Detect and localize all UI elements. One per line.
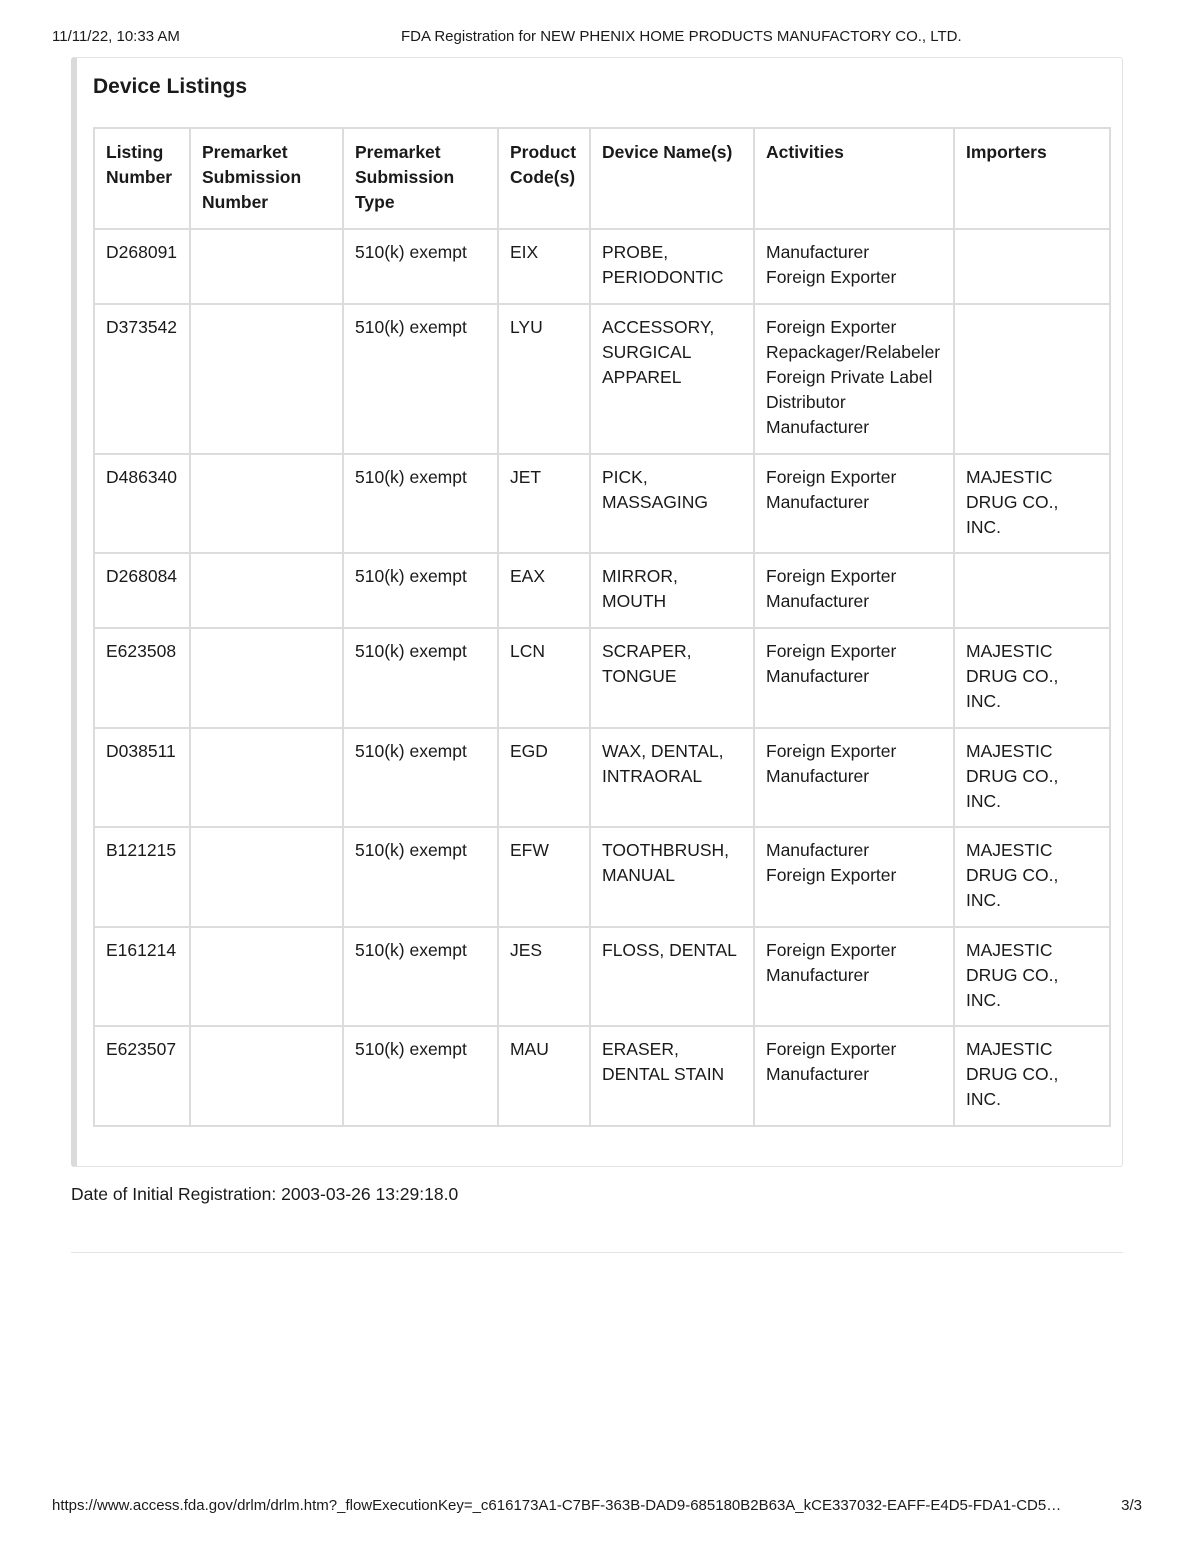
- table-header-row: [94, 128, 1110, 229]
- page-url: https://www.access.fda.gov/drlm/drlm.htm?_flowExecutionKey=_c616173A1-C7BF-363B-DAD9-685180B2B63A_kCE337032-EAFF-E4D5-FDA1-CD5…: [52, 1497, 1062, 1514]
- column-header-premarket-submission-type: Premarket Submission Type: [343, 128, 498, 229]
- premarket-submission-type-cell: 510(k) exempt: [343, 728, 498, 827]
- activities-cell: Manufacturer Foreign Exporter: [754, 229, 954, 304]
- device-name-cell: SCRAPER, TONGUE: [590, 628, 754, 728]
- device-name-cell: TOOTHBRUSH, MANUAL: [590, 827, 754, 927]
- listing-number-cell: E161214: [94, 927, 190, 1026]
- product-code-cell: EAX: [498, 553, 590, 628]
- importers-cell: MAJESTIC DRUG CO., INC.: [954, 454, 1110, 553]
- premarket-submission-type-cell: 510(k) exempt: [343, 927, 498, 1026]
- importers-cell: MAJESTIC DRUG CO., INC.: [954, 827, 1110, 927]
- premarket-submission-number-cell: [190, 1026, 343, 1126]
- listing-number-cell: D268091: [94, 229, 190, 304]
- column-header-premarket-submission-number: Premarket Submission Number: [190, 128, 343, 229]
- product-code-cell: EFW: [498, 827, 590, 927]
- premarket-submission-number-cell: [190, 927, 343, 1026]
- activities-cell: Foreign Exporter Manufacturer: [754, 927, 954, 1026]
- product-code-cell: LCN: [498, 628, 590, 728]
- activities-cell: Foreign Exporter Repackager/Relabeler Foreign Private Label Distributor Manufacturer: [754, 304, 954, 454]
- premarket-submission-type-cell: 510(k) exempt: [343, 229, 498, 304]
- premarket-submission-type-cell: 510(k) exempt: [343, 628, 498, 728]
- activities-cell: Foreign Exporter Manufacturer: [754, 553, 954, 628]
- product-code-cell: LYU: [498, 304, 590, 454]
- importers-cell: MAJESTIC DRUG CO., INC.: [954, 927, 1110, 1026]
- listing-number-cell: E623507: [94, 1026, 190, 1126]
- device-name-cell: FLOSS, DENTAL: [590, 927, 754, 1026]
- page-number: 3/3: [1121, 1497, 1142, 1514]
- section-title: Device Listings: [93, 75, 248, 98]
- activities-cell: Foreign Exporter Manufacturer: [754, 1026, 954, 1126]
- premarket-submission-type-cell: 510(k) exempt: [343, 827, 498, 927]
- importers-cell: [954, 304, 1110, 454]
- column-header-activities: Activities: [754, 128, 954, 229]
- premarket-submission-type-cell: 510(k) exempt: [343, 553, 498, 628]
- device-name-cell: PICK, MASSAGING: [590, 454, 754, 553]
- premarket-submission-number-cell: [190, 628, 343, 728]
- importers-cell: MAJESTIC DRUG CO., INC.: [954, 1026, 1110, 1126]
- print-header: [52, 28, 1142, 50]
- product-code-cell: EIX: [498, 229, 590, 304]
- device-name-cell: WAX, DENTAL, INTRAORAL: [590, 728, 754, 827]
- divider: [71, 1252, 1123, 1253]
- premarket-submission-number-cell: [190, 454, 343, 553]
- table-row: [94, 229, 1110, 304]
- table-row: [94, 927, 1110, 1026]
- premarket-submission-type-cell: 510(k) exempt: [343, 304, 498, 454]
- device-listings-panel: [71, 57, 1123, 1167]
- column-header-product-codes: Product Code(s): [498, 128, 590, 229]
- column-header-device-names: Device Name(s): [590, 128, 754, 229]
- listing-number-cell: B121215: [94, 827, 190, 927]
- device-listings-table: [93, 127, 1111, 1127]
- product-code-cell: JES: [498, 927, 590, 1026]
- device-name-cell: ERASER, DENTAL STAIN: [590, 1026, 754, 1126]
- print-date: 11/11/22, 10:33 AM: [52, 28, 180, 45]
- premarket-submission-type-cell: 510(k) exempt: [343, 454, 498, 553]
- listing-number-cell: D268084: [94, 553, 190, 628]
- premarket-submission-number-cell: [190, 728, 343, 827]
- activities-cell: Foreign Exporter Manufacturer: [754, 728, 954, 827]
- activities-cell: Foreign Exporter Manufacturer: [754, 454, 954, 553]
- column-header-listing-number: Listing Number: [94, 128, 190, 229]
- importers-cell: MAJESTIC DRUG CO., INC.: [954, 628, 1110, 728]
- table-row: [94, 628, 1110, 728]
- premarket-submission-number-cell: [190, 827, 343, 927]
- premarket-submission-type-cell: 510(k) exempt: [343, 1026, 498, 1126]
- product-code-cell: MAU: [498, 1026, 590, 1126]
- table-row: [94, 454, 1110, 553]
- product-code-cell: JET: [498, 454, 590, 553]
- importers-cell: MAJESTIC DRUG CO., INC.: [954, 728, 1110, 827]
- device-name-cell: PROBE, PERIODONTIC: [590, 229, 754, 304]
- table-row: [94, 1026, 1110, 1126]
- listing-number-cell: E623508: [94, 628, 190, 728]
- importers-cell: [954, 553, 1110, 628]
- listing-number-cell: D373542: [94, 304, 190, 454]
- table-row: [94, 728, 1110, 827]
- listing-number-cell: D038511: [94, 728, 190, 827]
- device-name-cell: ACCESSORY, SURGICAL APPAREL: [590, 304, 754, 454]
- premarket-submission-number-cell: [190, 229, 343, 304]
- listing-number-cell: D486340: [94, 454, 190, 553]
- table-row: [94, 827, 1110, 927]
- premarket-submission-number-cell: [190, 553, 343, 628]
- initial-registration-date: Date of Initial Registration: 2003-03-26 13:29:18.0: [71, 1184, 459, 1204]
- premarket-submission-number-cell: [190, 304, 343, 454]
- activities-cell: Manufacturer Foreign Exporter: [754, 827, 954, 927]
- device-name-cell: MIRROR, MOUTH: [590, 553, 754, 628]
- print-page-title: FDA Registration for NEW PHENIX HOME PRODUCTS MANUFACTORY CO., LTD.: [401, 28, 962, 45]
- activities-cell: Foreign Exporter Manufacturer: [754, 628, 954, 728]
- table-row: [94, 304, 1110, 454]
- table-row: [94, 553, 1110, 628]
- product-code-cell: EGD: [498, 728, 590, 827]
- column-header-importers: Importers: [954, 128, 1110, 229]
- importers-cell: [954, 229, 1110, 304]
